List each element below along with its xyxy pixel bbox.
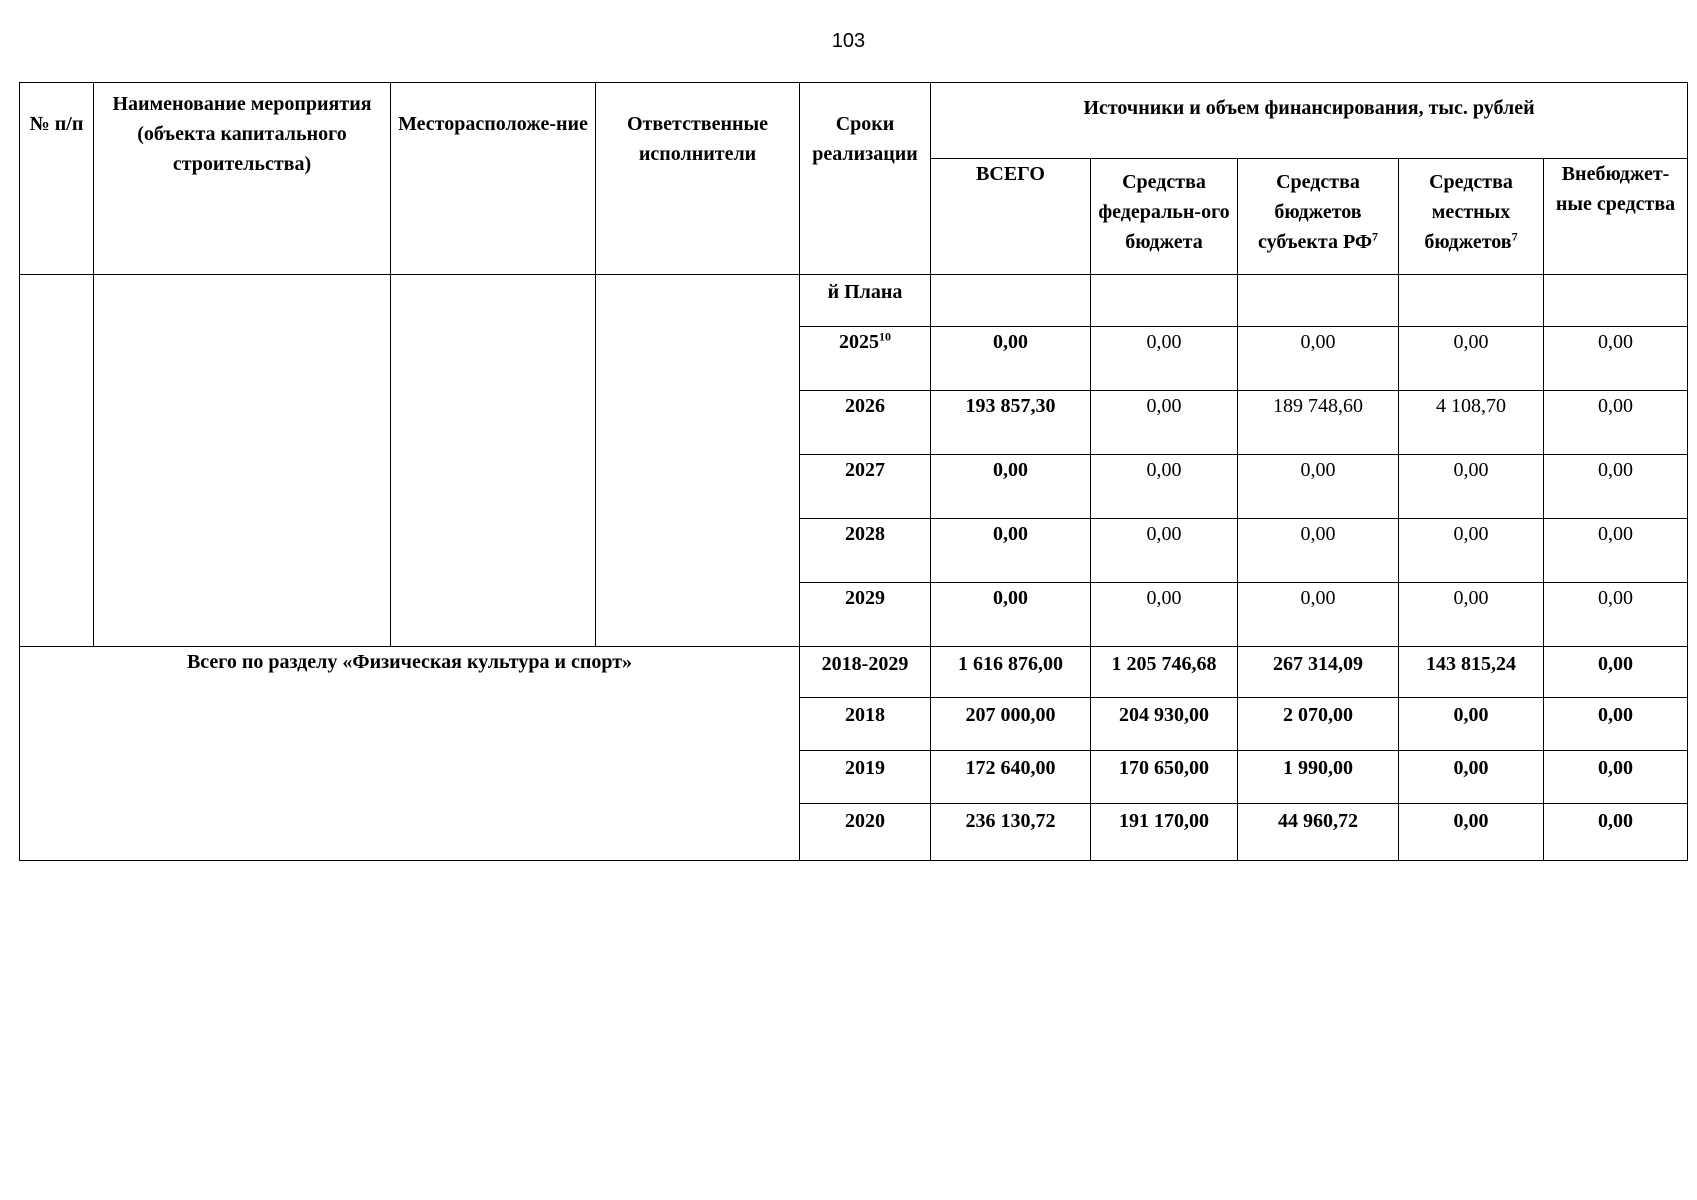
header-location: Месторасположе-ние <box>391 83 596 275</box>
header-terms: Сроки реализации <box>800 83 931 275</box>
page-number: 103 <box>831 30 866 52</box>
header-extrabudget: Внебюджет-ные средства <box>1544 159 1688 275</box>
cell-year: 2026 <box>800 391 931 455</box>
cell-num <box>20 275 94 647</box>
cell-local: 0,00 <box>1399 751 1544 804</box>
cell-regional: 0,00 <box>1238 455 1399 519</box>
cell-regional: 267 314,09 <box>1238 647 1399 698</box>
cell-regional: 0,00 <box>1238 583 1399 647</box>
cell-extra: 0,00 <box>1544 583 1688 647</box>
cell-year: 2028 <box>800 519 931 583</box>
cell-regional: 2 070,00 <box>1238 698 1399 751</box>
cell-empty <box>1091 275 1238 327</box>
cell-name <box>94 275 391 647</box>
cell-extra: 0,00 <box>1544 391 1688 455</box>
cell-continued-label: й Плана <box>800 275 931 327</box>
cell-total: 236 130,72 <box>931 804 1091 861</box>
cell-year: 2029 <box>800 583 931 647</box>
cell-year: 2020 <box>800 804 931 861</box>
cell-year: 2019 <box>800 751 931 804</box>
financing-table <box>19 82 1688 861</box>
cell-total: 172 640,00 <box>931 751 1091 804</box>
header-name: Наименование мероприятия (объекта капитального строительства) <box>94 83 391 275</box>
cell-total: 0,00 <box>931 583 1091 647</box>
cell-extra: 0,00 <box>1544 327 1688 391</box>
cell-local: 0,00 <box>1399 519 1544 583</box>
cell-year: 2027 <box>800 455 931 519</box>
cell-local: 0,00 <box>1399 455 1544 519</box>
header-num: № п/п <box>20 83 94 275</box>
cell-local: 0,00 <box>1399 698 1544 751</box>
cell-total: 0,00 <box>931 327 1091 391</box>
header-regional: Средства бюджетов субъекта $РФ^7$ <box>1238 159 1399 275</box>
footnote-mark: 7 <box>1372 229 1379 244</box>
cell-empty <box>1238 275 1399 327</box>
cell-local: 4 108,70 <box>1399 391 1544 455</box>
cell-year: 2018 <box>800 698 931 751</box>
cell-year: 2018-2029 <box>800 647 931 698</box>
cell-local: 0,00 <box>1399 583 1544 647</box>
header-sources: Источники и объем финансирования, тыс. рублей <box>931 83 1688 159</box>
cell-federal: 204 930,00 <box>1091 698 1238 751</box>
cell-extra: 0,00 <box>1544 647 1688 698</box>
cell-empty <box>1399 275 1544 327</box>
cell-total: 1 616 876,00 <box>931 647 1091 698</box>
cell-local: 0,00 <box>1399 327 1544 391</box>
cell-empty <box>931 275 1091 327</box>
header-federal: Средства федеральн-ого бюджета <box>1091 159 1238 275</box>
cell-federal: 170 650,00 <box>1091 751 1238 804</box>
cell-federal: 191 170,00 <box>1091 804 1238 861</box>
cell-extra: 0,00 <box>1544 455 1688 519</box>
cell-regional: 44 960,72 <box>1238 804 1399 861</box>
cell-total: 0,00 <box>931 519 1091 583</box>
cell-total: 193 857,30 <box>931 391 1091 455</box>
cell-location <box>391 275 596 647</box>
cell-executors <box>596 275 800 647</box>
table-row <box>20 275 1688 327</box>
cell-regional: 1 990,00 <box>1238 751 1399 804</box>
section-total-row <box>20 647 1688 698</box>
cell-extra: 0,00 <box>1544 804 1688 861</box>
cell-regional: 0,00 <box>1238 327 1399 391</box>
cell-federal: 0,00 <box>1091 519 1238 583</box>
header-executors: Ответственные исполнители <box>596 83 800 275</box>
cell-total: 0,00 <box>931 455 1091 519</box>
cell-total: 207 000,00 <box>931 698 1091 751</box>
header-total: ВСЕГО <box>931 159 1091 275</box>
cell-regional: 0,00 <box>1238 519 1399 583</box>
cell-local: 0,00 <box>1399 804 1544 861</box>
cell-federal: 0,00 <box>1091 327 1238 391</box>
section-total-label: Всего по разделу «Физическая культура и спорт» <box>20 647 800 861</box>
header-local: Средства местных бюджетов$^7$ <box>1399 159 1544 275</box>
cell-regional: 189 748,60 <box>1238 391 1399 455</box>
cell-extra: 0,00 <box>1544 698 1688 751</box>
footnote-mark: 10 <box>879 329 891 344</box>
cell-extra: 0,00 <box>1544 751 1688 804</box>
cell-federal: 0,00 <box>1091 391 1238 455</box>
cell-empty <box>1544 275 1688 327</box>
cell-federal: 1 205 746,68 <box>1091 647 1238 698</box>
cell-year: 2025$^{10}$ <box>800 327 931 391</box>
cell-extra: 0,00 <box>1544 519 1688 583</box>
cell-local: 143 815,24 <box>1399 647 1544 698</box>
footnote-mark: 7 <box>1511 229 1518 244</box>
cell-federal: 0,00 <box>1091 583 1238 647</box>
cell-federal: 0,00 <box>1091 455 1238 519</box>
